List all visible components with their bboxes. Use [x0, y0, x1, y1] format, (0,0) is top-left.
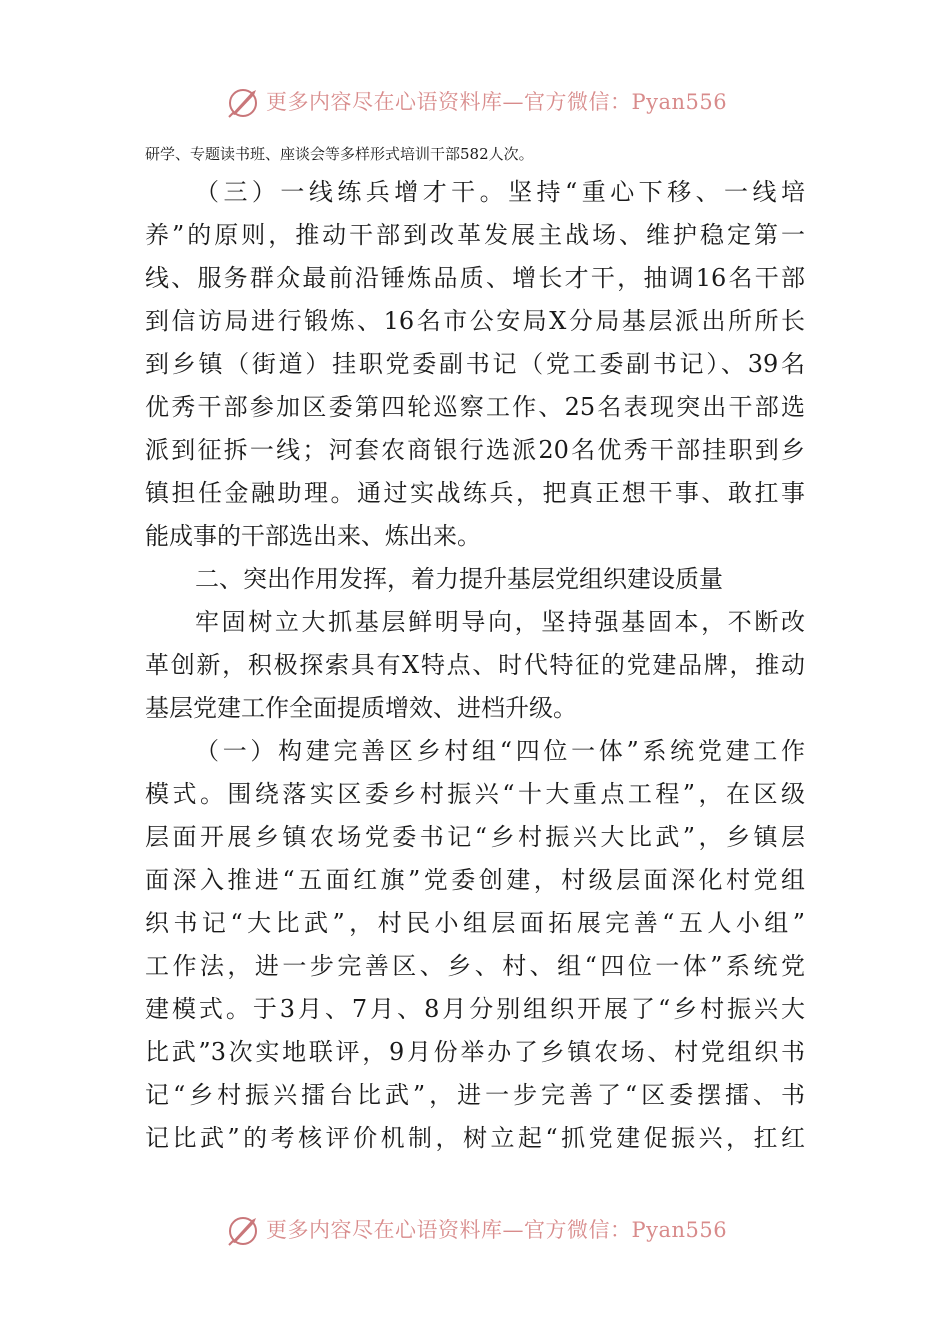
- text-line: 线、服务群众最前沿锤炼品质、增长才干，抽调16名干部: [145, 264, 805, 292]
- section-heading: 二、突出作用发挥，着力提升基层党组织建设质量: [195, 565, 723, 593]
- text-line: （三）一线练兵增才干。坚持“重心下移、一线培: [195, 178, 805, 206]
- text-line: 基层党建工作全面提质增效、进档升级。: [145, 694, 577, 722]
- text-line: 牢固树立大抓基层鲜明导向，坚持强基固本，不断改: [195, 608, 805, 636]
- text-line: 面深入推进“五面红旗”党委创建，村级层面深化村党组: [145, 866, 805, 894]
- text-line: 能成事的干部选出来、炼出来。: [145, 522, 481, 550]
- footer-watermark: [0, 1210, 950, 1250]
- text-line: 养”的原则，推动干部到改革发展主战场、维护稳定第一: [145, 221, 805, 249]
- text-line: 优秀干部参加区委第四轮巡察工作、25名表现突出干部选: [145, 393, 805, 421]
- text-line: 研学、专题读书班、座谈会等多样形式培训干部582人次。: [145, 145, 534, 163]
- watermark-text: 更多内容尽在心语资料库—官方微信：Pyan556: [266, 90, 728, 114]
- quill-pen-icon: [226, 1212, 262, 1248]
- text-line: （一）构建完善区乡村组“四位一体”系统党建工作: [195, 737, 805, 765]
- header-watermark: [0, 82, 950, 122]
- text-line: 镇担任金融助理。通过实战练兵，把真正想干事、敢扛事: [145, 479, 805, 507]
- text-line: 派到征拆一线；河套农商银行选派20名优秀干部挂职到乡: [145, 436, 805, 464]
- text-line: 革创新，积极探索具有X特点、时代特征的党建品牌，推动: [145, 651, 805, 679]
- text-line: 比武”3次实地联评，9月份举办了乡镇农场、村党组织书: [145, 1038, 805, 1066]
- text-line: 工作法，进一步完善区、乡、村、组“四位一体”系统党: [145, 952, 805, 980]
- watermark-text: 更多内容尽在心语资料库—官方微信：Pyan556: [266, 1218, 728, 1242]
- text-line: 到信访局进行锻炼、16名市公安局X分局基层派出所所长: [145, 307, 805, 335]
- text-line: 模式。围绕落实区委乡村振兴“十大重点工程”，在区级: [145, 780, 805, 808]
- text-line: 到乡镇（街道）挂职党委副书记（党工委副书记）、39名: [145, 350, 805, 378]
- text-line: 建模式。于3月、7月、8月分别组织开展了“乡村振兴大: [145, 995, 805, 1023]
- quill-pen-icon: [226, 84, 262, 120]
- text-line: 记比武”的考核评价机制，树立起“抓党建促振兴，扛红: [145, 1124, 805, 1152]
- text-line: 记“乡村振兴擂台比武”，进一步完善了“区委摆擂、书: [145, 1081, 805, 1109]
- text-line: 层面开展乡镇农场党委书记“乡村振兴大比武”，乡镇层: [145, 823, 805, 851]
- text-line: 织书记“大比武”，村民小组层面拓展完善“五人小组”: [145, 909, 805, 937]
